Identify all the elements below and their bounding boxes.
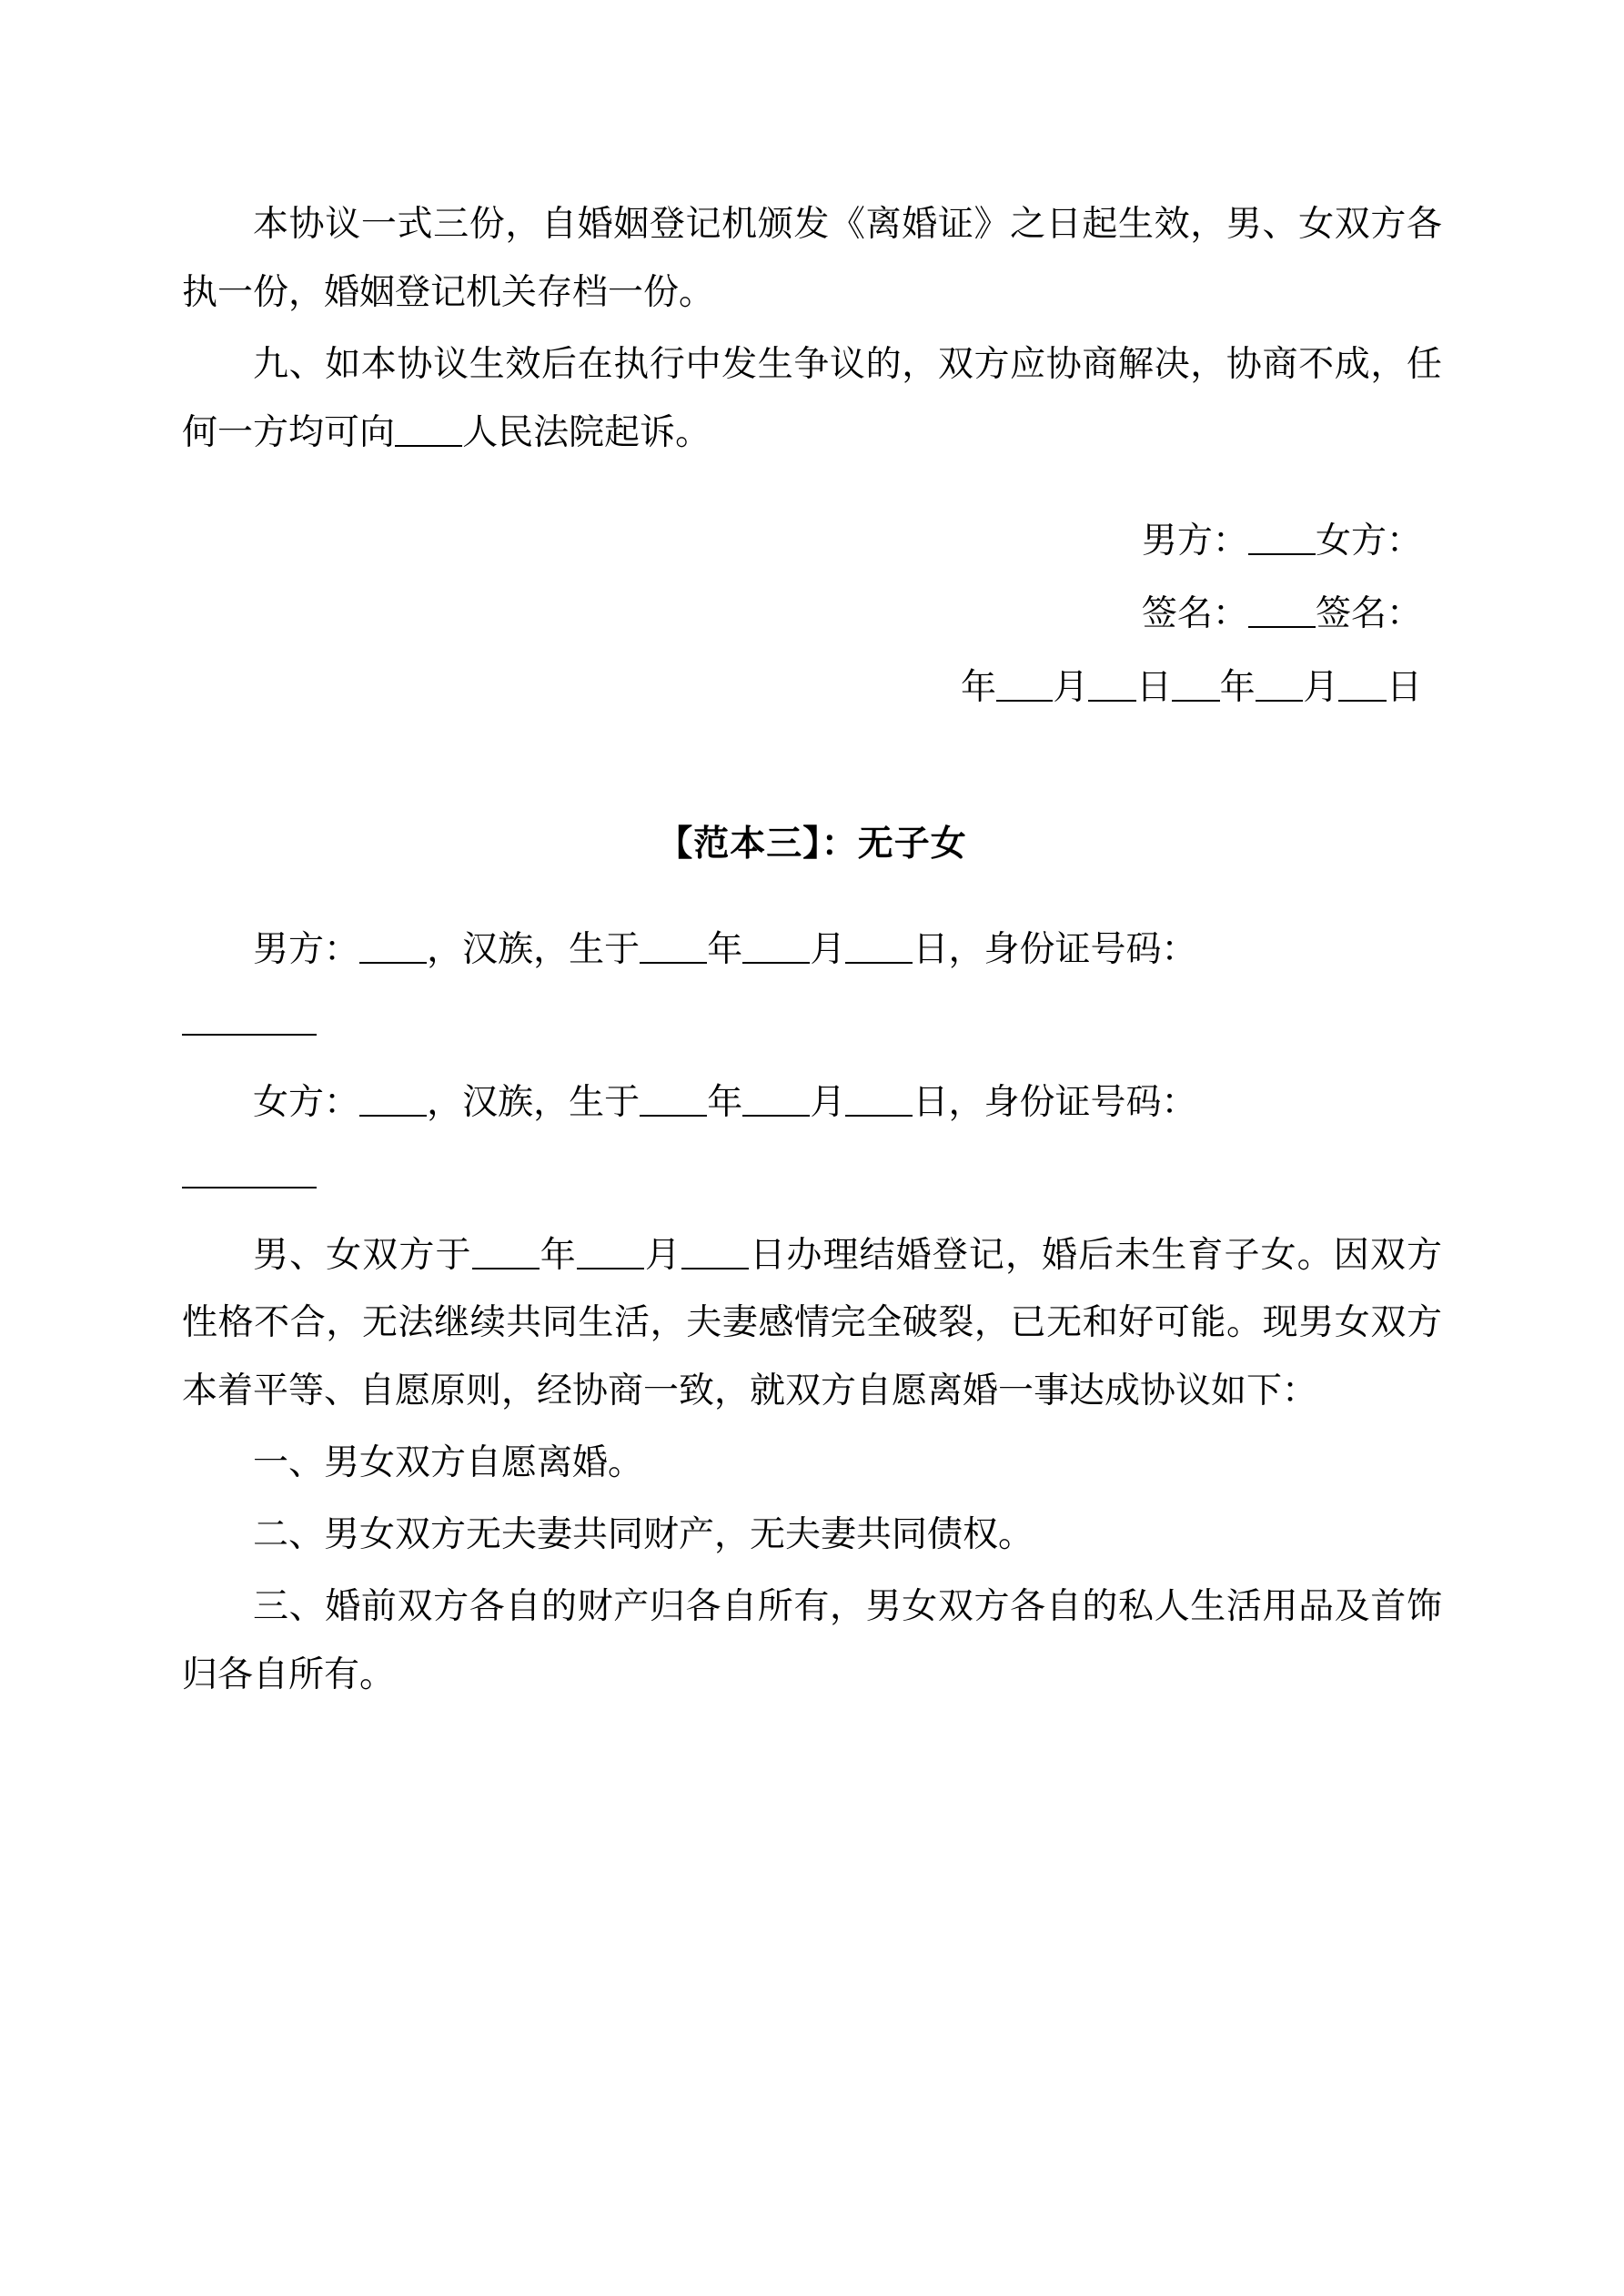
female-id-number-blank[interactable] [182, 1187, 317, 1188]
clause-item-2: 二、男女双方无夫妻共同财产，无夫妻共同债权。 [253, 1514, 1034, 1555]
female-birth-day-label: 日，身份证号码： [913, 1081, 1197, 1123]
male-identity-label: 男方： [253, 929, 360, 970]
male-signature-blank[interactable] [1248, 626, 1316, 628]
date-day-label: 日 [1136, 667, 1173, 709]
signature-date-line [182, 654, 1442, 723]
paragraph-dispute-clause [182, 331, 1442, 468]
paragraph-marriage-background [182, 1222, 1442, 1427]
court-name-blank[interactable] [395, 445, 462, 447]
dispute-clause-text-after: 人民法院起诉。 [462, 411, 711, 453]
marriage-day-blank[interactable] [681, 1268, 749, 1269]
date-year-blank[interactable] [996, 700, 1053, 702]
male-party-blank[interactable] [1248, 553, 1316, 555]
male-name-blank[interactable] [359, 962, 427, 964]
date-month-label: 月 [1053, 667, 1089, 709]
male-id-number-blank[interactable] [182, 1034, 317, 1036]
male-birth-month-blank[interactable] [742, 962, 810, 964]
clause-item-3: 三、婚前双方各自的财产归各自所有，男女双方各自的私人生活用品及首饰归各自所有。 [182, 1585, 1442, 1695]
marriage-year-blank[interactable] [472, 1268, 540, 1269]
male-birth-day-blank[interactable] [845, 962, 913, 964]
date-day2-label: 日 [1386, 667, 1422, 709]
marriage-month-blank[interactable] [577, 1268, 644, 1269]
signature-party-line [182, 508, 1442, 576]
signature-name-line [182, 581, 1442, 649]
female-identity-ethnicity: ，汉族，生于 [427, 1081, 641, 1123]
female-id-number-blank-line [182, 1141, 1442, 1209]
male-birth-year-blank[interactable] [640, 962, 707, 964]
paragraph-female-identity [182, 1069, 1442, 1138]
marriage-year-label: 年 [539, 1234, 577, 1276]
male-id-number-blank-line [182, 988, 1442, 1057]
date-day-blank[interactable] [1172, 700, 1220, 702]
date-month2-label: 月 [1303, 667, 1339, 709]
clause-item-1: 一、男女双方自愿离婚。 [253, 1442, 644, 1484]
dispute-clause-text-before: 九、如本协议生效后在执行中发生争议的，双方应协商解决，协商不成，任何一方均可向 [182, 343, 1442, 453]
female-birth-year-blank[interactable] [640, 1115, 707, 1117]
marriage-month-label: 月 [643, 1234, 682, 1276]
marriage-background-rest: 日办理结婚登记，婚后未生育子女。因双方性格不合，无法继续共同生活，夫妻感情完全破裂，已无和好可能。现男女双方本着平等、自愿原则，经协商一致，就双方自愿离婚一事达成协议如下： [182, 1234, 1442, 1412]
male-signature-label: 签名： [1141, 593, 1248, 635]
male-party-label: 男方： [1141, 520, 1248, 561]
male-identity-ethnicity: ，汉族，生于 [427, 929, 641, 970]
paragraph-agreement-copies: 本协议一式三份，自婚姻登记机颁发《离婚证》之日起生效，男、女双方各执一份，婚姻登记机关存档一份。 [182, 204, 1442, 313]
male-birth-year-label: 年 [707, 929, 743, 970]
date-month2-blank[interactable] [1338, 700, 1387, 702]
female-birth-month-label: 月 [810, 1081, 846, 1123]
document-body [182, 191, 1442, 1710]
female-signature-label: 签名： [1315, 593, 1422, 635]
date-year2-blank[interactable] [1256, 700, 1304, 702]
female-birth-month-blank[interactable] [742, 1115, 810, 1117]
section-title-sample-three: 【范本三】：无子女 [657, 823, 967, 865]
paragraph-male-identity [182, 916, 1442, 985]
male-birth-month-label: 月 [810, 929, 846, 970]
female-identity-label: 女方： [253, 1081, 360, 1123]
date-year-label: 年 [960, 667, 996, 709]
date-month-blank[interactable] [1088, 700, 1136, 702]
date-year2-label: 年 [1219, 667, 1256, 709]
male-birth-day-label: 日，身份证号码： [913, 929, 1197, 970]
female-birth-year-label: 年 [707, 1081, 743, 1123]
marriage-background-prefix: 男、女双方于 [253, 1234, 472, 1276]
female-birth-day-blank[interactable] [845, 1115, 913, 1117]
female-name-blank[interactable] [359, 1115, 427, 1117]
female-party-label: 女方： [1315, 520, 1422, 561]
